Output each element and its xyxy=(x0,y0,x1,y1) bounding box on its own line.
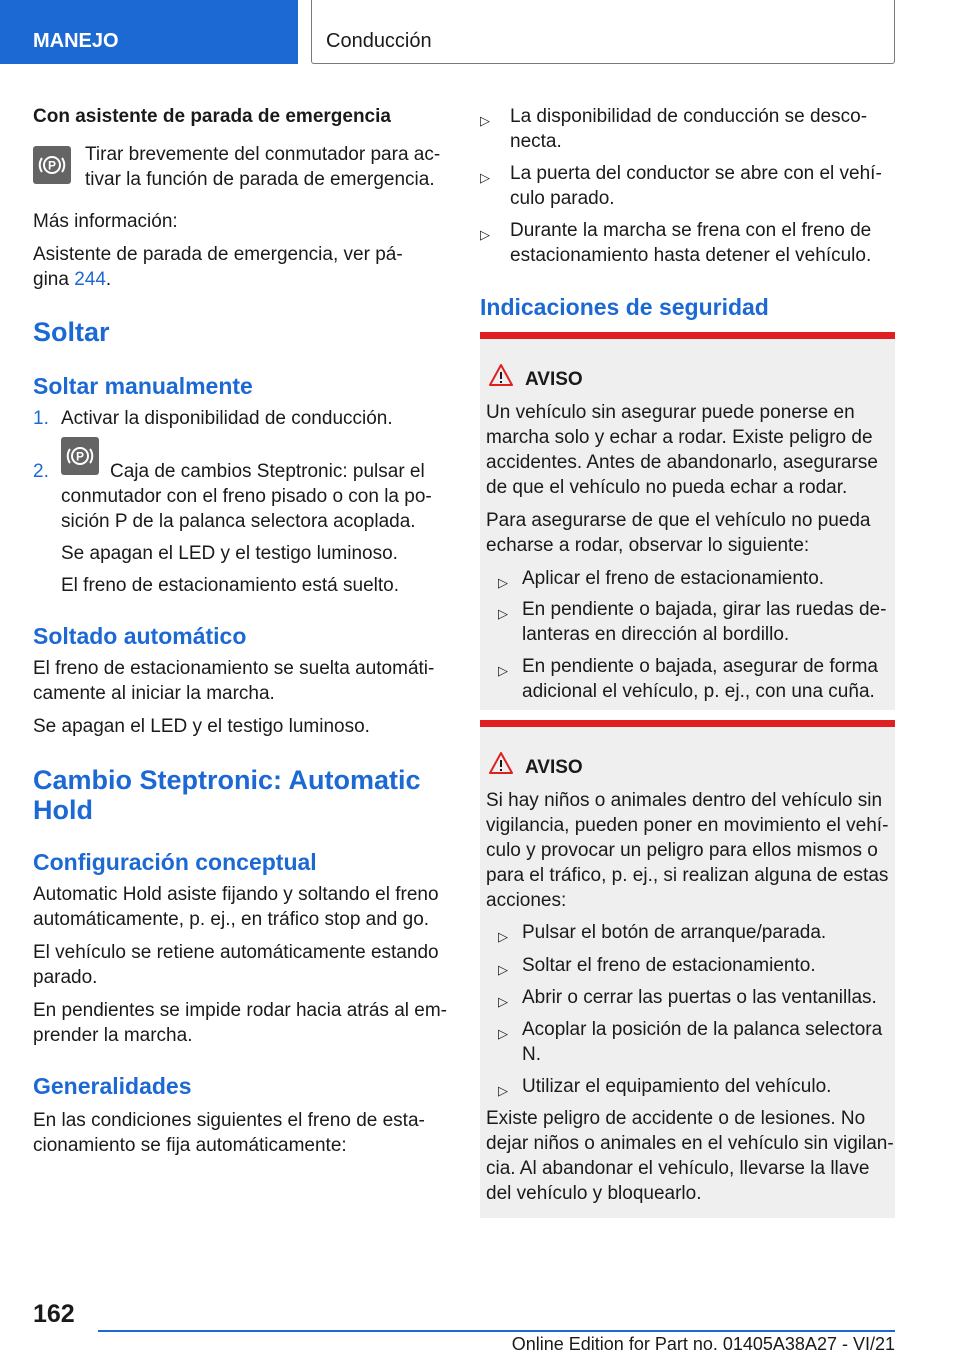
list-item-text: En pendiente o bajada, asegurar de forma adicional el vehículo, p. ej., con una cuña. xyxy=(522,656,878,702)
step-2-note-1: Se apagan el LED y el testigo luminoso. xyxy=(61,543,398,564)
triangle-bullet-icon: ▷ xyxy=(498,1026,508,1041)
parking-brake-button-icon xyxy=(33,146,71,184)
list-item-text: Utilizar el equipamiento del vehículo. xyxy=(522,1076,832,1097)
warning-title: AVISO xyxy=(525,369,583,390)
triangle-bullet-icon: ▷ xyxy=(498,929,508,944)
list-item xyxy=(480,218,895,268)
more-info-label: Más información: xyxy=(33,211,178,232)
parking-brake-button-icon xyxy=(61,437,99,475)
warning-text-1: Un vehículo sin asegurar puede ponerse en marcha solo y echar a rodar. Existe peligro de accidentes. Antes de abandonarlo, asegurarse de que el vehículo no pueda echar a rodar. xyxy=(486,402,878,498)
warning-triangle-icon xyxy=(488,751,514,780)
list-item xyxy=(498,597,893,647)
warning-box-2 xyxy=(480,720,895,1218)
emergency-heading: Con asistente de parada de emergencia xyxy=(33,106,391,127)
list-item-text: La puerta del conductor se abre con el vehí- culo parado. xyxy=(510,163,882,209)
heading-soltar: Soltar xyxy=(33,317,110,347)
page-reference-link[interactable]: 244 xyxy=(74,269,106,290)
triangle-bullet-icon: ▷ xyxy=(480,170,490,185)
list-item-text: Soltar el freno de estacionamiento. xyxy=(522,955,816,976)
list-item xyxy=(480,161,895,211)
list-item xyxy=(498,654,893,704)
list-item-text: Durante la marcha se frena con el freno de estacionamiento hasta detener el vehículo. xyxy=(510,220,872,266)
footer-rule xyxy=(98,1330,895,1332)
step-text: Activar la disponibilidad de conducción. xyxy=(61,408,393,429)
warning-box-1 xyxy=(480,332,895,710)
list-item xyxy=(498,953,893,978)
reference-line-2: gina xyxy=(33,269,69,290)
soltado-text: El freno de estacionamiento se suelta automáti- camente al iniciar la marcha. xyxy=(33,658,435,704)
warning-text-1: Si hay niños o animales dentro del vehículo sin vigilancia, pueden poner en movimiento el vehí- culo y provocar un peligro para ellos mismos o para el tráfico, p. ej., si realizan alguna de estas acciones: xyxy=(486,790,889,911)
config-text-3: En pendientes se impide rodar hacia atrás al em- prender la marcha. xyxy=(33,1000,448,1046)
list-item-text: Abrir o cerrar las puertas o las ventanillas. xyxy=(522,987,877,1008)
reference-line-1: Asistente de parada de emergencia, ver pá- xyxy=(33,244,403,265)
step-2-continuation: conmutador con el freno pisado o con la po- sición P de la palanca selectora acoplada. xyxy=(61,486,432,532)
triangle-bullet-icon: ▷ xyxy=(498,575,508,590)
list-item-text: En pendiente o bajada, girar las ruedas de- lanteras en dirección al bordillo. xyxy=(522,599,887,645)
list-item-text: Pulsar el botón de arranque/parada. xyxy=(522,922,827,943)
triangle-bullet-icon: ▷ xyxy=(480,227,490,242)
list-item-text: La disponibilidad de conducción se desco- necta. xyxy=(510,106,868,152)
triangle-bullet-icon: ▷ xyxy=(480,113,490,128)
list-item xyxy=(498,1074,893,1099)
list-item xyxy=(498,985,893,1010)
soltado-text-2: Se apagan el LED y el testigo luminoso. xyxy=(33,716,370,737)
warning-text-2: Existe peligro de accidente o de lesiones. No dejar niños o animales en el vehículo sin vigilan- cia. Al abandonar el vehículo, llevarse la llave del vehículo y bloquearlo. xyxy=(486,1108,894,1204)
heading-soltado-automatico: Soltado automático xyxy=(33,623,247,649)
warning-text-2: Para asegurarse de que el vehículo no pueda echarse a rodar, observar lo siguiente: xyxy=(486,510,871,556)
list-item xyxy=(498,920,893,945)
heading-generalidades: Generalidades xyxy=(33,1073,192,1099)
reference-text xyxy=(33,242,443,292)
reference-end: . xyxy=(105,269,112,290)
page-number: 162 xyxy=(33,1300,75,1328)
warning-triangle-icon xyxy=(488,363,514,392)
triangle-bullet-icon: ▷ xyxy=(498,606,508,621)
step-1 xyxy=(33,406,443,431)
list-item xyxy=(498,566,893,591)
subsection-title: Conducción xyxy=(311,0,895,64)
general-text: En las condiciones siguientes el freno de esta- cionamiento se fija automáticamente: xyxy=(33,1110,425,1156)
step-number: 2. xyxy=(33,461,49,482)
step-2-note-2: El freno de estacionamiento está suelto. xyxy=(61,575,399,596)
config-text-1: Automatic Hold asiste fijando y soltando el freno automáticamente, p. ej., en tráfico stop and go. xyxy=(33,884,439,930)
list-item xyxy=(498,1017,893,1067)
section-tab: MANEJO xyxy=(0,0,298,64)
triangle-bullet-icon: ▷ xyxy=(498,962,508,977)
triangle-bullet-icon: ▷ xyxy=(498,994,508,1009)
heading-soltar-manual: Soltar manualmente xyxy=(33,373,253,399)
svg-text:P: P xyxy=(75,449,85,464)
config-text-2: El vehículo se retiene automáticamente estando parado. xyxy=(33,942,439,988)
svg-text:P: P xyxy=(47,158,57,173)
list-item-text: Acoplar la posición de la palanca selectora N. xyxy=(522,1019,883,1065)
edition-text: Online Edition for Part no. 01405A38A27 - VI/21 xyxy=(511,1334,895,1354)
warning-title: AVISO xyxy=(525,757,583,778)
list-item xyxy=(480,104,895,154)
triangle-bullet-icon: ▷ xyxy=(498,1083,508,1098)
emergency-text: Tirar brevemente del conmutador para ac- tivar la función de parada de emergencia. xyxy=(85,144,441,190)
heading-safety: Indicaciones de seguridad xyxy=(480,294,769,320)
step-text: Caja de cambios Steptronic: pulsar el xyxy=(110,461,425,482)
step-number: 1. xyxy=(33,408,49,429)
list-item-text: Aplicar el freno de estacionamiento. xyxy=(522,568,825,589)
heading-configuracion: Configuración conceptual xyxy=(33,849,317,875)
triangle-bullet-icon: ▷ xyxy=(498,663,508,678)
heading-cambio-steptronic: Cambio Steptronic: Automatic Hold xyxy=(33,765,421,825)
